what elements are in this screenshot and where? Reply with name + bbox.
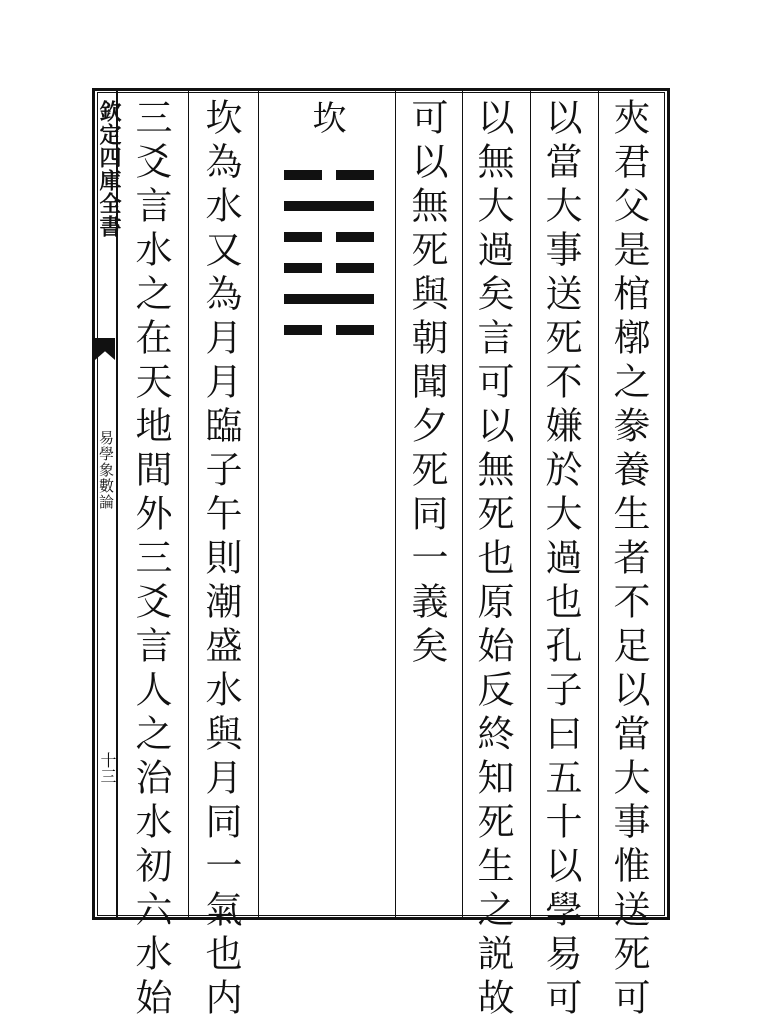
hexagram-line-solid — [284, 201, 374, 211]
hexagram-line-broken — [284, 263, 374, 273]
column-divider — [462, 90, 463, 918]
column-divider — [530, 90, 531, 918]
column-divider — [258, 90, 259, 918]
hexagram-line-broken — [284, 325, 374, 335]
kan-hexagram-figure — [284, 170, 374, 356]
text-column-2: 以當大事送死不嫌於大過也孔子曰五十以學易可 — [539, 98, 582, 1022]
text-column-1: 夾君父是棺槨之豢養生者不足以當大事惟送死可 — [607, 98, 650, 1022]
margin-book-title: 欽定四庫全書 — [96, 100, 122, 238]
text-column-4: 可以無死與朝聞夕死同一義矣 — [405, 98, 448, 670]
column-divider — [188, 90, 189, 918]
text-column-6: 三爻言水之在天地間外三爻言人之治水初六水始 — [129, 98, 172, 1022]
column-divider — [395, 90, 396, 918]
text-column-5: 坎為水又為月月臨子午則潮盛水與月同一氣也内 — [199, 98, 242, 1022]
margin-chapter-title: 易學象數論 — [97, 430, 115, 510]
hexagram-line-broken — [284, 232, 374, 242]
column-divider — [598, 90, 599, 918]
margin-page-number: 十三 — [98, 752, 117, 784]
hexagram-line-broken — [284, 170, 374, 180]
text-column-3: 以無大過矣言可以無死也原始反終知死生之説故 — [471, 98, 514, 1022]
hexagram-name: 坎 — [306, 100, 346, 136]
hexagram-line-solid — [284, 294, 374, 304]
